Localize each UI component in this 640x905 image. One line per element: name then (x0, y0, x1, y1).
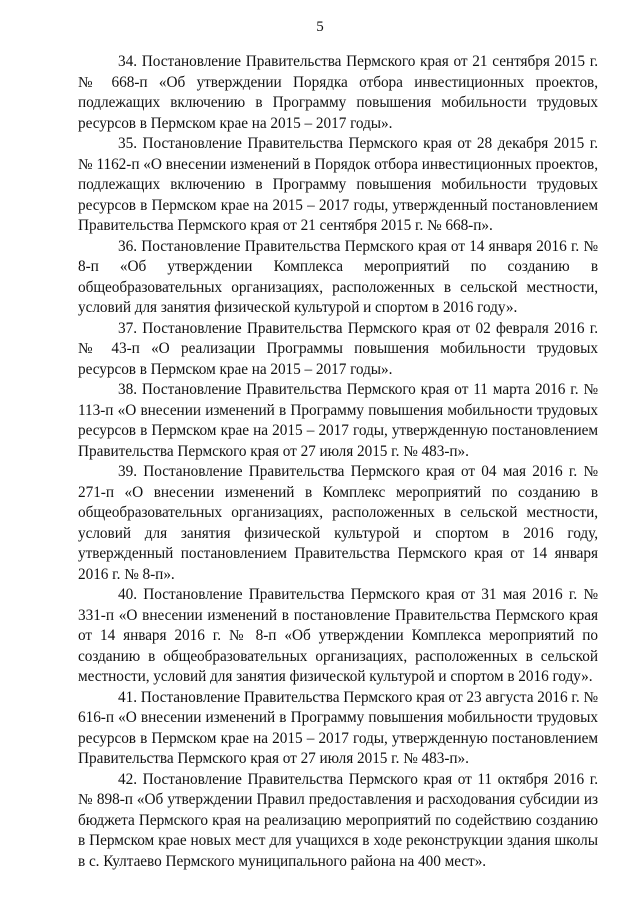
list-item: 41. Постановление Правительства Пермского края от 23 августа 2016 г. № 616-п «О внесении изменений в Программу повышения мобильности трудовых ресурсов в Пермском крае на 2015 – 2017 годы, утвержденную постановлением Правительства Пермского края от 27 июля 2015 г. № 483-п». (78, 688, 598, 767)
page-number: 5 (316, 19, 324, 35)
list-item: 34. Постановление Правительства Пермского края от 21 сентября 2015 г. № 668-п «Об утверждении Порядка отбора инвестиционных проектов, подлежащих включению в Программу повышения мобильности трудовых ресурсов в Пермском крае на 2015 – 2017 годы». (78, 53, 598, 132)
list-item: 42. Постановление Правительства Пермского края от 11 октября 2016 г. № 898-п «Об утверждении Правил предоставления и расходования субсидии из бюджета Пермского края на реализацию мероприятий по содействию созданию в Пермском крае новых мест для учащихся в ходе реконструкции здания школы в с. Култаево Пермского муниципального района на 400 мест». (78, 770, 598, 870)
list-item: 35. Постановление Правительства Пермского края от 28 декабря 2015 г. № 1162-п «О внесении изменений в Порядок отбора инвестиционных проектов, подлежащих включению в Программу повышения мобильности трудовых ресурсов в Пермском крае на 2015 – 2017 годы, утвержденный постановлением Правительства Пермского края от 21 сентября 2015 г. № 668-п». (78, 135, 598, 234)
list-item: 36. Постановление Правительства Пермского края от 14 января 2016 г. № 8-п «Об утверждении Комплекса мероприятий по созданию в общеобразовательных организациях, расположенных в сельской местности, условий для занятия физической культурой и спортом в 2016 году». (78, 237, 598, 316)
list-item: 40. Постановление Правительства Пермского края от 31 мая 2016 г. № 331-п «О внесении изменений в постановление Правительства Пермского края от 14 января 2016 г. № 8-п «Об утверждении Комплекса мероприятий по созданию в общеобразовательных организациях, расположенных в сельской местности, условий для занятия физической культурой и спортом в 2016 году». (78, 586, 598, 685)
list-item: 38. Постановление Правительства Пермского края от 11 марта 2016 г. № 113-п «О внесении изменений в Программу повышения мобильности трудовых ресурсов в Пермском крае на 2015 – 2017 годы, утвержденную постановлением Правительства Пермского края от 27 июля 2015 г. № 483-п». (78, 381, 598, 460)
list-item: 37. Постановление Правительства Пермского края от 02 февраля 2016 г. № 43-п «О реализации Программы повышения мобильности трудовых ресурсов в Пермском крае на 2015 – 2017 годы». (78, 319, 598, 378)
list-item: 39. Постановление Правительства Пермского края от 04 мая 2016 г. № 271-п «О внесении изменений в Комплекс мероприятий по созданию в общеобразовательных организациях, расположенных в сельской местности, условий для занятия физической культурой и спортом в 2016 году, утвержденный постановлением Правительства Пермского края от 14 января 2016 г. № 8-п». (78, 463, 598, 583)
document-body (78, 52, 598, 872)
